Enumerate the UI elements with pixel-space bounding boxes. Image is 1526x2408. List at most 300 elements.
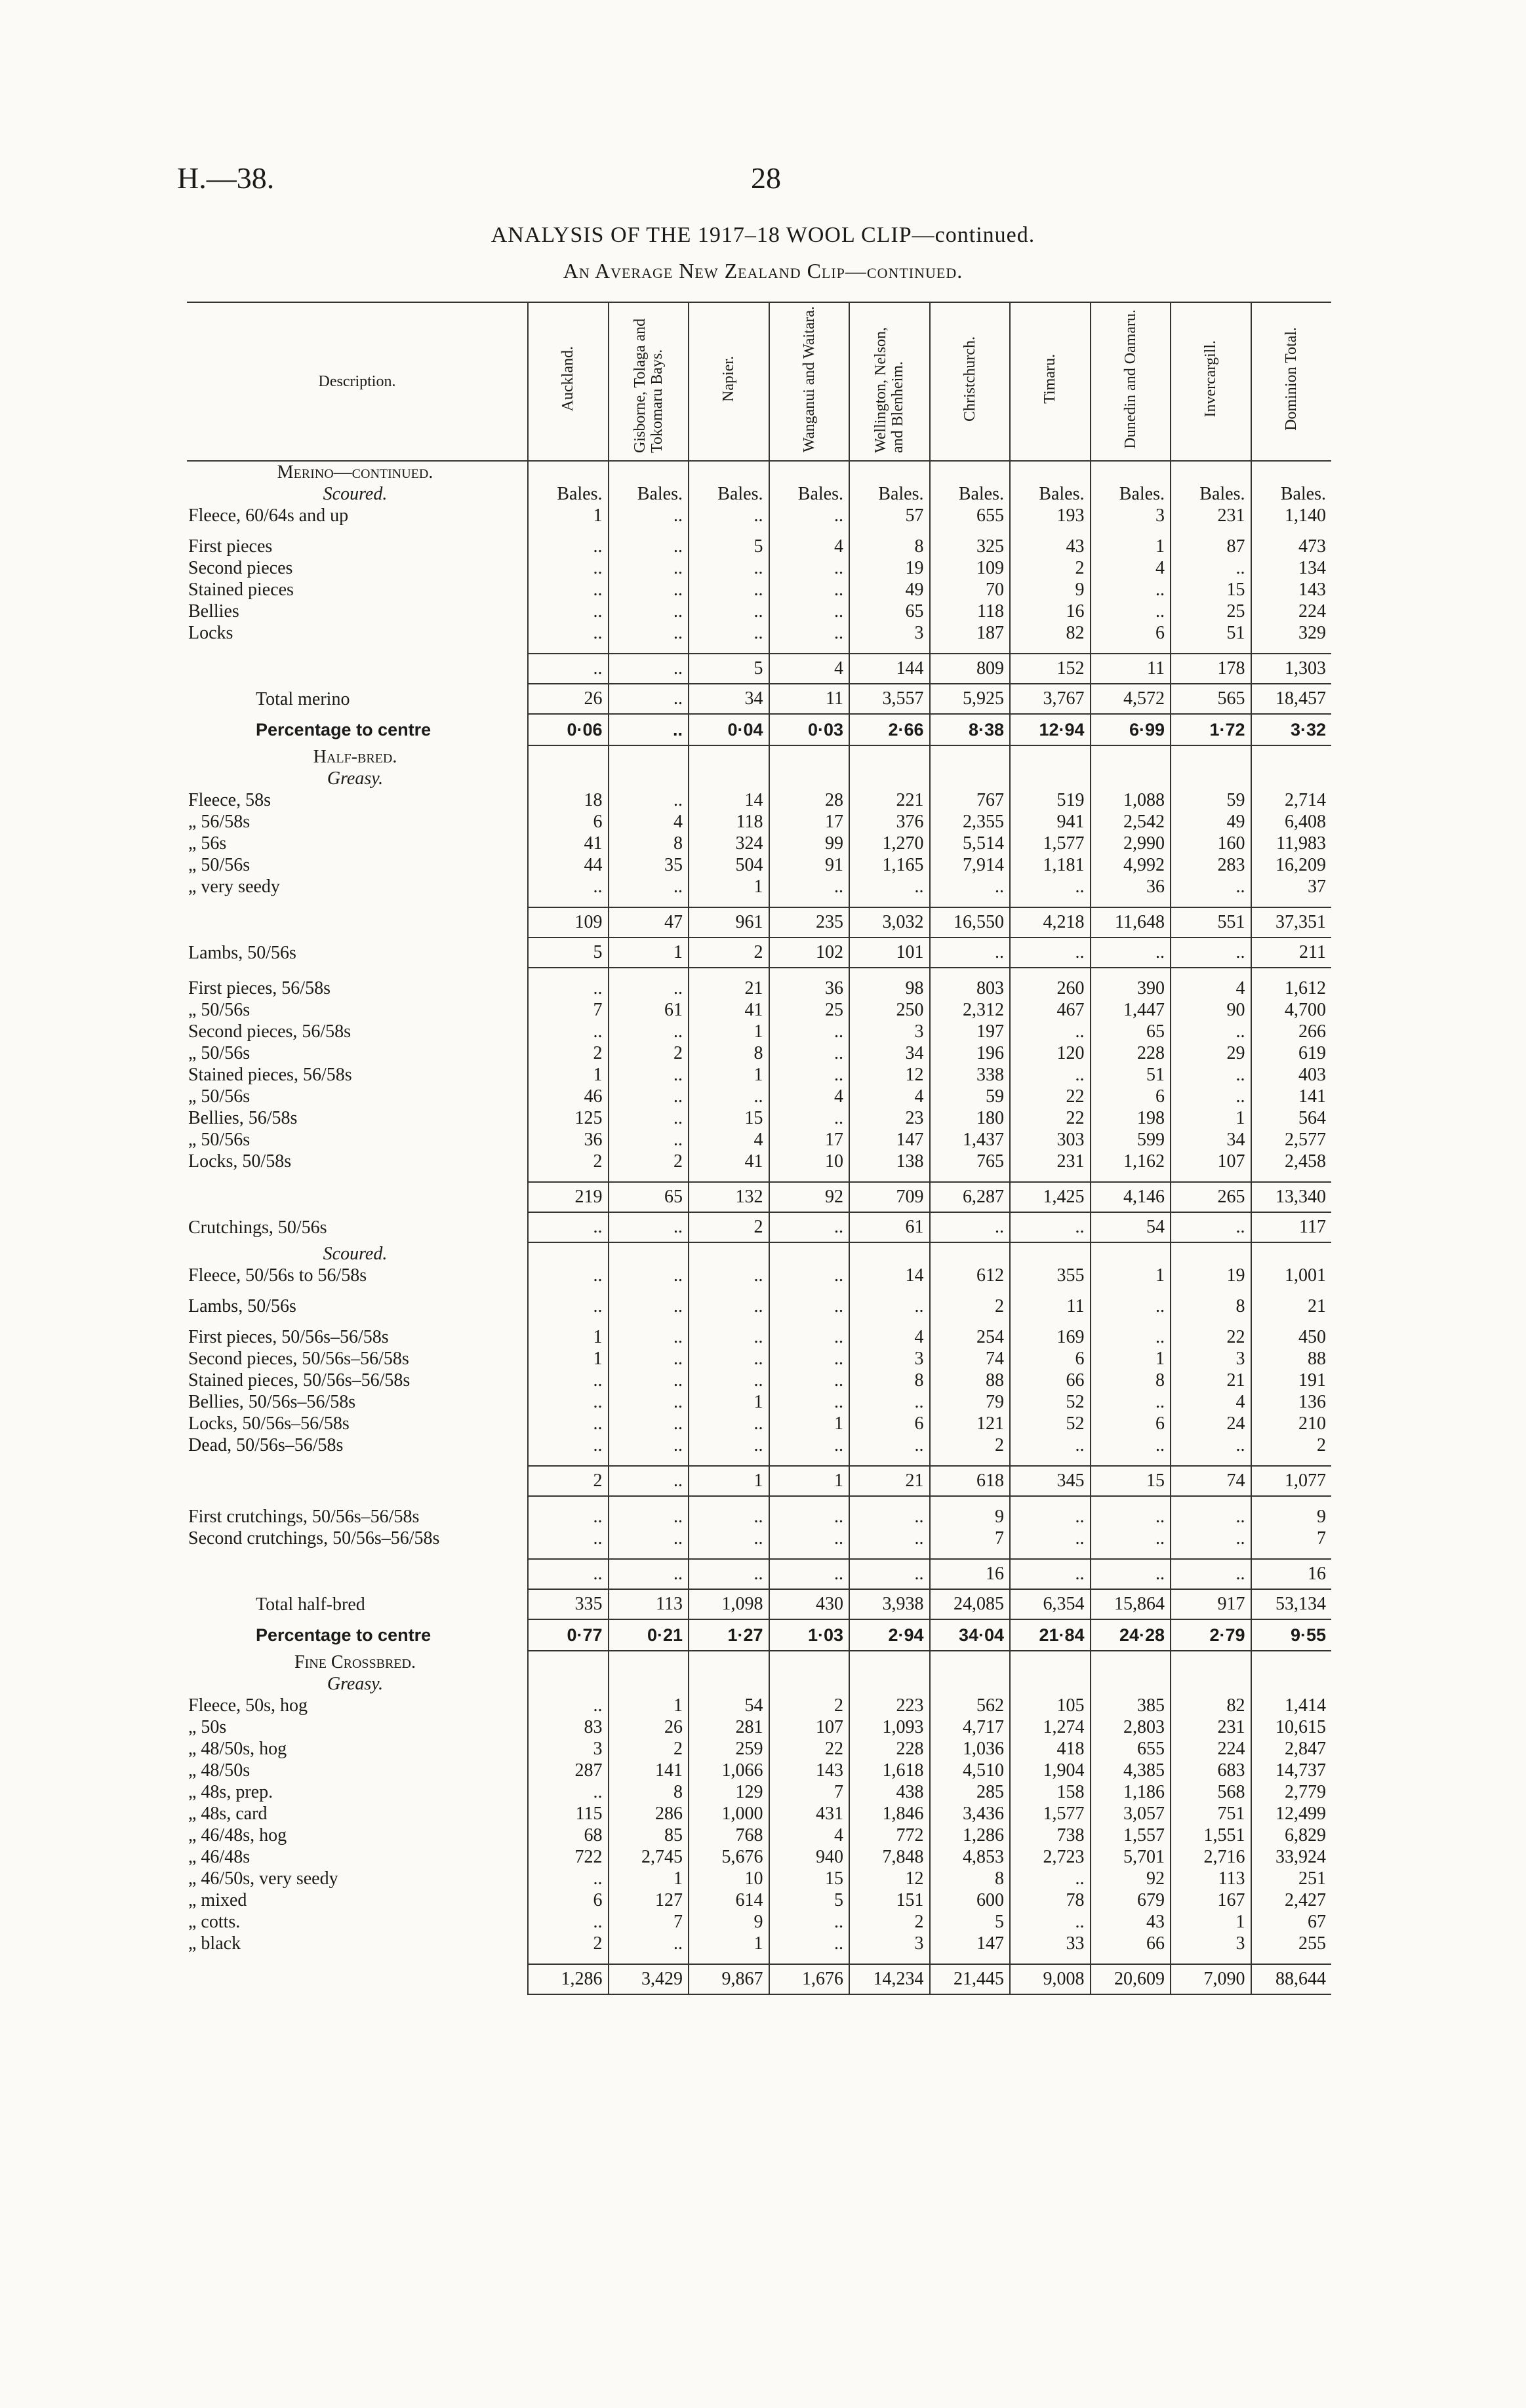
table-cell bbox=[930, 1456, 1011, 1466]
table-cell bbox=[689, 1673, 769, 1695]
row-label: First pieces, 50/56s–56/58s bbox=[188, 1327, 389, 1347]
table-cell: 7 bbox=[528, 999, 609, 1021]
table-cell bbox=[689, 1496, 769, 1506]
table-cell: 1,093 bbox=[849, 1716, 930, 1738]
table-cell bbox=[849, 1549, 930, 1559]
table-cell: 599 bbox=[1091, 1129, 1171, 1151]
table-cell bbox=[528, 461, 609, 483]
table-cell: 1,577 bbox=[1010, 1803, 1091, 1825]
table-cell: 16 bbox=[930, 1559, 1011, 1589]
row-label: „ 50/56s bbox=[188, 1130, 251, 1150]
column-header bbox=[689, 302, 769, 461]
table-cell: 2 bbox=[528, 1933, 609, 1954]
table-cell: 2,779 bbox=[1251, 1781, 1332, 1803]
table-cell: .. bbox=[689, 1434, 769, 1456]
table-cell: 564 bbox=[1251, 1107, 1332, 1129]
table-cell: .. bbox=[609, 1295, 689, 1317]
table-cell bbox=[1091, 1549, 1171, 1559]
table-cell: 940 bbox=[769, 1846, 850, 1868]
table-cell: 16,209 bbox=[1251, 854, 1332, 876]
table-cell: 101 bbox=[849, 938, 930, 968]
table-cell: .. bbox=[609, 1326, 689, 1348]
table-cell: 129 bbox=[689, 1781, 769, 1803]
table-cell bbox=[930, 644, 1011, 654]
table-cell bbox=[930, 1954, 1011, 1964]
table-cell: .. bbox=[689, 1326, 769, 1348]
table-cell: .. bbox=[689, 1265, 769, 1286]
table-cell: 151 bbox=[849, 1889, 930, 1911]
table-cell: 9 bbox=[689, 1911, 769, 1933]
row-label: First pieces bbox=[188, 536, 273, 557]
table-row bbox=[187, 1172, 1331, 1182]
table-cell bbox=[769, 644, 850, 654]
row-label: Second crutchings, 50/56s–56/58s bbox=[188, 1528, 440, 1549]
table-row bbox=[187, 1868, 1331, 1889]
table-cell: 61 bbox=[609, 999, 689, 1021]
table-cell: .. bbox=[528, 1506, 609, 1528]
table-cell bbox=[769, 1549, 850, 1559]
table-cell: 18 bbox=[528, 789, 609, 811]
table-cell: .. bbox=[1010, 876, 1091, 898]
table-cell: 17 bbox=[769, 811, 850, 833]
table-cell: .. bbox=[528, 1695, 609, 1716]
table-row bbox=[187, 1348, 1331, 1370]
table-row bbox=[187, 644, 1331, 654]
table-cell: 1 bbox=[689, 1021, 769, 1042]
table-cell: Bales. bbox=[769, 483, 850, 505]
table-cell: 3 bbox=[849, 622, 930, 644]
table-cell: .. bbox=[769, 1434, 850, 1456]
table-cell bbox=[769, 1317, 850, 1326]
table-cell: 0·21 bbox=[609, 1619, 689, 1651]
table-cell: 54 bbox=[1091, 1212, 1171, 1242]
row-label: „ 56/58s bbox=[188, 812, 251, 832]
table-cell: .. bbox=[930, 938, 1011, 968]
table-cell bbox=[769, 1496, 850, 1506]
table-cell: 59 bbox=[1171, 789, 1251, 811]
table-cell: .. bbox=[769, 1559, 850, 1589]
table-cell: 941 bbox=[1010, 811, 1091, 833]
table-cell bbox=[689, 745, 769, 768]
table-cell: .. bbox=[769, 505, 850, 526]
table-cell: 113 bbox=[609, 1589, 689, 1619]
table-cell: .. bbox=[849, 1559, 930, 1589]
table-cell bbox=[528, 1456, 609, 1466]
table-cell: .. bbox=[689, 557, 769, 579]
table-cell: .. bbox=[1091, 579, 1171, 601]
row-label bbox=[187, 898, 528, 907]
table-row bbox=[187, 1317, 1331, 1326]
table-cell: .. bbox=[528, 1413, 609, 1434]
row-label bbox=[187, 907, 528, 938]
table-cell bbox=[1010, 1549, 1091, 1559]
table-cell bbox=[849, 461, 930, 483]
table-cell: 3 bbox=[1171, 1933, 1251, 1954]
table-cell: 88 bbox=[1251, 1348, 1332, 1370]
table-cell bbox=[689, 1286, 769, 1295]
table-cell: 355 bbox=[1010, 1265, 1091, 1286]
table-cell: 12 bbox=[849, 1868, 930, 1889]
row-label: „ very seedy bbox=[188, 877, 280, 897]
table-cell: 1,846 bbox=[849, 1803, 930, 1825]
table-cell: 143 bbox=[769, 1760, 850, 1781]
table-cell: 65 bbox=[849, 601, 930, 622]
table-cell: .. bbox=[1010, 1868, 1091, 1889]
table-cell: 2 bbox=[1010, 557, 1091, 579]
column-header-description: Description. bbox=[187, 302, 528, 461]
table-cell bbox=[769, 1673, 850, 1695]
table-row bbox=[187, 1242, 1331, 1265]
table-cell: 2 bbox=[930, 1295, 1011, 1317]
table-cell: 2,458 bbox=[1251, 1151, 1332, 1172]
table-cell bbox=[1251, 898, 1332, 907]
table-cell: 1,551 bbox=[1171, 1825, 1251, 1846]
table-cell bbox=[1251, 968, 1332, 977]
table-cell: 4,385 bbox=[1091, 1760, 1171, 1781]
table-cell: 65 bbox=[609, 1182, 689, 1212]
table-cell bbox=[849, 1954, 930, 1964]
table-cell: 9,008 bbox=[1010, 1964, 1091, 1994]
table-cell bbox=[609, 1651, 689, 1673]
row-label: Locks, 50/58s bbox=[188, 1151, 292, 1172]
table-cell bbox=[930, 1172, 1011, 1182]
table-cell: 767 bbox=[930, 789, 1011, 811]
table-cell bbox=[1251, 461, 1332, 483]
table-cell: 147 bbox=[849, 1129, 930, 1151]
table-cell bbox=[1171, 1286, 1251, 1295]
table-cell: 2,577 bbox=[1251, 1129, 1332, 1151]
table-cell: 1,447 bbox=[1091, 999, 1171, 1021]
page-reference: H.—38. bbox=[177, 161, 275, 195]
table-cell: 325 bbox=[930, 536, 1011, 557]
table-cell: 2 bbox=[528, 1466, 609, 1496]
table-row bbox=[187, 745, 1331, 768]
table-cell: 5,676 bbox=[689, 1846, 769, 1868]
table-cell: 251 bbox=[1251, 1868, 1332, 1889]
table-cell bbox=[930, 1317, 1011, 1326]
table-cell: 74 bbox=[1171, 1466, 1251, 1496]
table-cell bbox=[849, 768, 930, 789]
table-cell bbox=[849, 1496, 930, 1506]
table-cell: .. bbox=[528, 622, 609, 644]
table-row bbox=[187, 1129, 1331, 1151]
table-cell: 1,676 bbox=[769, 1964, 850, 1994]
table-cell: .. bbox=[1010, 1506, 1091, 1528]
table-cell: .. bbox=[769, 1107, 850, 1129]
table-cell: 4,146 bbox=[1091, 1182, 1171, 1212]
table-cell: 138 bbox=[849, 1151, 930, 1172]
table-cell: 1,162 bbox=[1091, 1151, 1171, 1172]
table-cell bbox=[849, 1317, 930, 1326]
table-row bbox=[187, 1889, 1331, 1911]
page-title: ANALYSIS OF THE 1917–18 WOOL CLIP—continued. bbox=[491, 223, 1035, 247]
table-cell bbox=[1091, 768, 1171, 789]
row-label: Bellies bbox=[188, 601, 239, 622]
table-cell bbox=[769, 968, 850, 977]
table-cell: 14,737 bbox=[1251, 1760, 1332, 1781]
table-cell bbox=[609, 1286, 689, 1295]
table-cell bbox=[528, 1172, 609, 1182]
table-row bbox=[187, 1911, 1331, 1933]
table-row bbox=[187, 789, 1331, 811]
table-cell: 1·72 bbox=[1171, 714, 1251, 745]
table-cell: 329 bbox=[1251, 622, 1332, 644]
table-cell: .. bbox=[1091, 1559, 1171, 1589]
table-cell bbox=[689, 768, 769, 789]
table-cell bbox=[1010, 898, 1091, 907]
table-row bbox=[187, 1673, 1331, 1695]
table-cell: 3,429 bbox=[609, 1964, 689, 1994]
table-row bbox=[187, 1803, 1331, 1825]
table-cell: 14,234 bbox=[849, 1964, 930, 1994]
table-body bbox=[187, 461, 1331, 1994]
table-cell: 2 bbox=[849, 1911, 930, 1933]
table-row bbox=[187, 1086, 1331, 1107]
table-cell: 1,437 bbox=[930, 1129, 1011, 1151]
table-cell: 8 bbox=[1091, 1370, 1171, 1391]
row-label bbox=[187, 1954, 528, 1964]
table-cell: .. bbox=[689, 1413, 769, 1434]
table-cell: .. bbox=[528, 977, 609, 999]
table-cell: .. bbox=[849, 1391, 930, 1413]
table-cell: Bales. bbox=[930, 483, 1011, 505]
table-cell bbox=[930, 1651, 1011, 1673]
table-cell: .. bbox=[1091, 1434, 1171, 1456]
table-cell: 2,723 bbox=[1010, 1846, 1091, 1868]
table-row bbox=[187, 854, 1331, 876]
table-cell bbox=[1091, 968, 1171, 977]
table-cell: 1 bbox=[1171, 1911, 1251, 1933]
table-cell: 211 bbox=[1251, 938, 1332, 968]
table-cell: .. bbox=[769, 1212, 850, 1242]
table-cell bbox=[849, 1651, 930, 1673]
table-cell: 70 bbox=[930, 579, 1011, 601]
table-cell bbox=[849, 1456, 930, 1466]
table-cell: 74 bbox=[930, 1348, 1011, 1370]
table-row bbox=[187, 999, 1331, 1021]
table-cell: 2·79 bbox=[1171, 1619, 1251, 1651]
table-cell: 324 bbox=[689, 833, 769, 854]
table-cell: 11 bbox=[769, 684, 850, 714]
table-cell: .. bbox=[689, 1295, 769, 1317]
table-cell: 4 bbox=[609, 811, 689, 833]
table-cell: 193 bbox=[1010, 505, 1091, 526]
table-cell: 180 bbox=[930, 1107, 1011, 1129]
table-cell bbox=[930, 768, 1011, 789]
table-row bbox=[187, 1413, 1331, 1434]
table-cell bbox=[1171, 968, 1251, 977]
table-cell bbox=[930, 898, 1011, 907]
table-cell: 14 bbox=[849, 1265, 930, 1286]
table-cell bbox=[849, 644, 930, 654]
table-cell bbox=[609, 526, 689, 536]
table-cell: 438 bbox=[849, 1781, 930, 1803]
row-label: Scoured. bbox=[323, 484, 388, 504]
table-cell: .. bbox=[849, 1434, 930, 1456]
table-cell bbox=[1171, 526, 1251, 536]
column-header-label: Dunedin and Oamaru. bbox=[1121, 309, 1139, 449]
table-cell bbox=[769, 745, 850, 768]
table-cell: 6 bbox=[1091, 1086, 1171, 1107]
table-cell: 772 bbox=[849, 1825, 930, 1846]
table-cell: 614 bbox=[689, 1889, 769, 1911]
table-cell bbox=[1171, 644, 1251, 654]
table-cell: 1,165 bbox=[849, 854, 930, 876]
table-cell bbox=[1091, 1286, 1171, 1295]
table-cell: 3 bbox=[1091, 505, 1171, 526]
row-label: „ 50/56s bbox=[188, 855, 251, 875]
table-cell: 612 bbox=[930, 1265, 1011, 1286]
table-cell: 26 bbox=[528, 684, 609, 714]
table-cell: .. bbox=[769, 1911, 850, 1933]
table-cell: 7 bbox=[930, 1528, 1011, 1549]
table-cell: 376 bbox=[849, 811, 930, 833]
table-cell: 36 bbox=[1091, 876, 1171, 898]
table-cell: 196 bbox=[930, 1042, 1011, 1064]
table-cell: 1,066 bbox=[689, 1760, 769, 1781]
row-label: Merino—continued. bbox=[277, 462, 433, 483]
table-cell: 98 bbox=[849, 977, 930, 999]
table-cell: Bales. bbox=[528, 483, 609, 505]
row-label: Locks bbox=[188, 623, 233, 643]
table-cell bbox=[528, 1496, 609, 1506]
table-cell: 160 bbox=[1171, 833, 1251, 854]
table-cell: .. bbox=[769, 1391, 850, 1413]
row-label: „ 56s bbox=[188, 833, 227, 854]
table-cell: 34 bbox=[1171, 1129, 1251, 1151]
table-cell bbox=[1010, 1456, 1091, 1466]
row-label: Crutchings, 50/56s bbox=[188, 1217, 327, 1238]
row-label: Fleece, 50/56s to 56/58s bbox=[188, 1265, 367, 1286]
table-cell: 88,644 bbox=[1251, 1964, 1332, 1994]
table-cell: 9 bbox=[930, 1506, 1011, 1528]
column-header bbox=[930, 302, 1011, 461]
table-cell: 11,983 bbox=[1251, 833, 1332, 854]
table-cell: 41 bbox=[689, 1151, 769, 1172]
table-cell: 127 bbox=[609, 1889, 689, 1911]
table-cell: 8 bbox=[609, 1781, 689, 1803]
table-cell: 3,057 bbox=[1091, 1803, 1171, 1825]
table-cell: 21 bbox=[689, 977, 769, 999]
table-cell: 228 bbox=[1091, 1042, 1171, 1064]
table-cell: 82 bbox=[1010, 622, 1091, 644]
row-label: Dead, 50/56s–56/58s bbox=[188, 1435, 344, 1455]
table-cell: 22 bbox=[1010, 1086, 1091, 1107]
table-cell: 1 bbox=[769, 1413, 850, 1434]
table-cell: 107 bbox=[769, 1716, 850, 1738]
table-cell: .. bbox=[528, 1434, 609, 1456]
table-cell: .. bbox=[528, 1212, 609, 1242]
table-cell bbox=[1171, 1651, 1251, 1673]
table-cell bbox=[1010, 968, 1091, 977]
table-cell: .. bbox=[609, 1370, 689, 1391]
table-cell bbox=[1010, 526, 1091, 536]
row-label: Greasy. bbox=[327, 768, 384, 789]
table-cell: 231 bbox=[1171, 1716, 1251, 1738]
table-cell bbox=[1010, 1286, 1091, 1295]
table-cell: 136 bbox=[1251, 1391, 1332, 1413]
row-label: „ 48/50s bbox=[188, 1760, 251, 1781]
table-cell bbox=[1251, 1496, 1332, 1506]
table-cell: .. bbox=[930, 876, 1011, 898]
table-cell bbox=[1171, 461, 1251, 483]
table-cell: 29 bbox=[1171, 1042, 1251, 1064]
table-cell: .. bbox=[1010, 1064, 1091, 1086]
table-cell: 562 bbox=[930, 1695, 1011, 1716]
table-cell: 2 bbox=[609, 1738, 689, 1760]
table-cell: .. bbox=[1171, 1086, 1251, 1107]
row-label bbox=[187, 1172, 528, 1182]
table-row bbox=[187, 1549, 1331, 1559]
table-cell: 1 bbox=[689, 1391, 769, 1413]
table-cell: 6 bbox=[849, 1413, 930, 1434]
table-cell: 4,700 bbox=[1251, 999, 1332, 1021]
table-cell: 224 bbox=[1171, 1738, 1251, 1760]
table-cell: 504 bbox=[689, 854, 769, 876]
column-header-label: Invercargill. bbox=[1202, 340, 1220, 418]
table-cell: .. bbox=[609, 714, 689, 745]
table-cell: 228 bbox=[849, 1738, 930, 1760]
table-cell: 390 bbox=[1091, 977, 1171, 999]
table-row bbox=[187, 1760, 1331, 1781]
row-label bbox=[187, 644, 528, 654]
table-cell bbox=[769, 1954, 850, 1964]
table-cell: 21 bbox=[1251, 1295, 1332, 1317]
table-cell: 809 bbox=[930, 654, 1011, 684]
table-cell bbox=[528, 1317, 609, 1326]
table-row bbox=[187, 1456, 1331, 1466]
table-cell: 450 bbox=[1251, 1326, 1332, 1348]
table-cell: 92 bbox=[769, 1182, 850, 1212]
table-cell bbox=[689, 1172, 769, 1182]
table-cell: 49 bbox=[849, 579, 930, 601]
table-cell: .. bbox=[609, 601, 689, 622]
table-cell: 1,270 bbox=[849, 833, 930, 854]
table-cell: 5,701 bbox=[1091, 1846, 1171, 1868]
table-cell: .. bbox=[609, 1434, 689, 1456]
table-cell: 7 bbox=[1251, 1528, 1332, 1549]
table-row bbox=[187, 1589, 1331, 1619]
table-cell bbox=[769, 461, 850, 483]
table-cell bbox=[769, 1456, 850, 1466]
table-cell bbox=[1091, 1954, 1171, 1964]
table-cell bbox=[1091, 1172, 1171, 1182]
row-label: Second pieces bbox=[188, 558, 293, 578]
table-cell: 167 bbox=[1171, 1889, 1251, 1911]
table-cell: .. bbox=[609, 1064, 689, 1086]
table-cell: 1 bbox=[689, 1466, 769, 1496]
table-cell bbox=[689, 1317, 769, 1326]
table-cell: 287 bbox=[528, 1760, 609, 1781]
table-cell bbox=[1171, 1317, 1251, 1326]
table-cell: 12,499 bbox=[1251, 1803, 1332, 1825]
table-cell: .. bbox=[609, 1391, 689, 1413]
table-cell: .. bbox=[1010, 1212, 1091, 1242]
table-cell: .. bbox=[1010, 938, 1091, 968]
table-cell: 2,312 bbox=[930, 999, 1011, 1021]
table-cell: 0·03 bbox=[769, 714, 850, 745]
table-cell: 2,542 bbox=[1091, 811, 1171, 833]
table-cell: 1,140 bbox=[1251, 505, 1332, 526]
table-cell: 118 bbox=[930, 601, 1011, 622]
table-cell: 141 bbox=[1251, 1086, 1332, 1107]
table-row bbox=[187, 684, 1331, 714]
table-cell: 9 bbox=[1010, 579, 1091, 601]
table-cell bbox=[1010, 644, 1091, 654]
row-label: Stained pieces, 50/56s–56/58s bbox=[188, 1370, 411, 1391]
table-cell: 2,990 bbox=[1091, 833, 1171, 854]
table-cell: 11,648 bbox=[1091, 907, 1171, 938]
